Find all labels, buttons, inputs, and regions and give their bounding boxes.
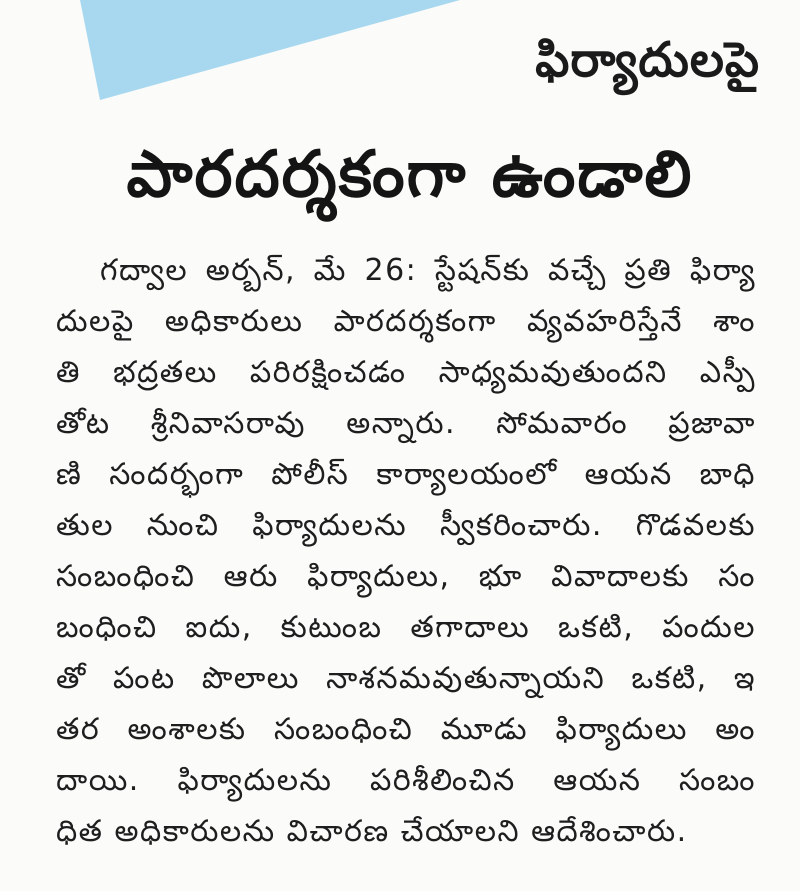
body-line: గద్వాల అర్బన్, మే 26: స్టేషన్‌కు వచ్చే ప్రతి ఫిర్యా [100, 253, 756, 288]
article-body [56, 245, 756, 857]
body-line: ణి సందర్భంగా పోలీస్ కార్యాలయంలో ఆయన బాధి [56, 457, 756, 492]
body-line: తర అంశాలకు సంబంధించి మూడు ఫిర్యాదులు అం [56, 712, 756, 747]
body-line: తో పంట పొలాలు నాశనమవుతున్నాయని ఒకటి, ఇ [56, 661, 756, 696]
body-line: ధిత అధికారులను విచారణ చేయాలని ఆదేశించారు. [56, 814, 688, 849]
headline: పారదర్శకంగా ఉండాలి [126, 138, 694, 212]
body-line: సంబంధించి ఆరు ఫిర్యాదులు, భూ వివాదాలకు సం [56, 559, 756, 594]
body-line: దాయి. ఫిర్యాదులను పరిశీలించిన ఆయన సంబం [56, 763, 756, 798]
body-line: తి భద్రతలు పరిరక్షించడం సాధ్యమవుతుందని ఎస్పీ [56, 355, 756, 390]
body-line: తుల నుంచి ఫిర్యాదులను స్వీకరించారు. గొడవలకు [56, 508, 756, 543]
body-line: దులపై అధికారులు పారదర్శకంగా వ్యవహరిస్తేనే శాం [56, 304, 756, 339]
body-line: తోట శ్రీనివాసరావు అన్నారు. సోమవారం ప్రజావా [56, 406, 756, 441]
body-line: బంధించి ఐదు, కుటుంబ తగాదాలు ఒకటి, పందుల [56, 610, 756, 645]
kicker-heading: ఫిర్యాదులపై [535, 32, 760, 88]
